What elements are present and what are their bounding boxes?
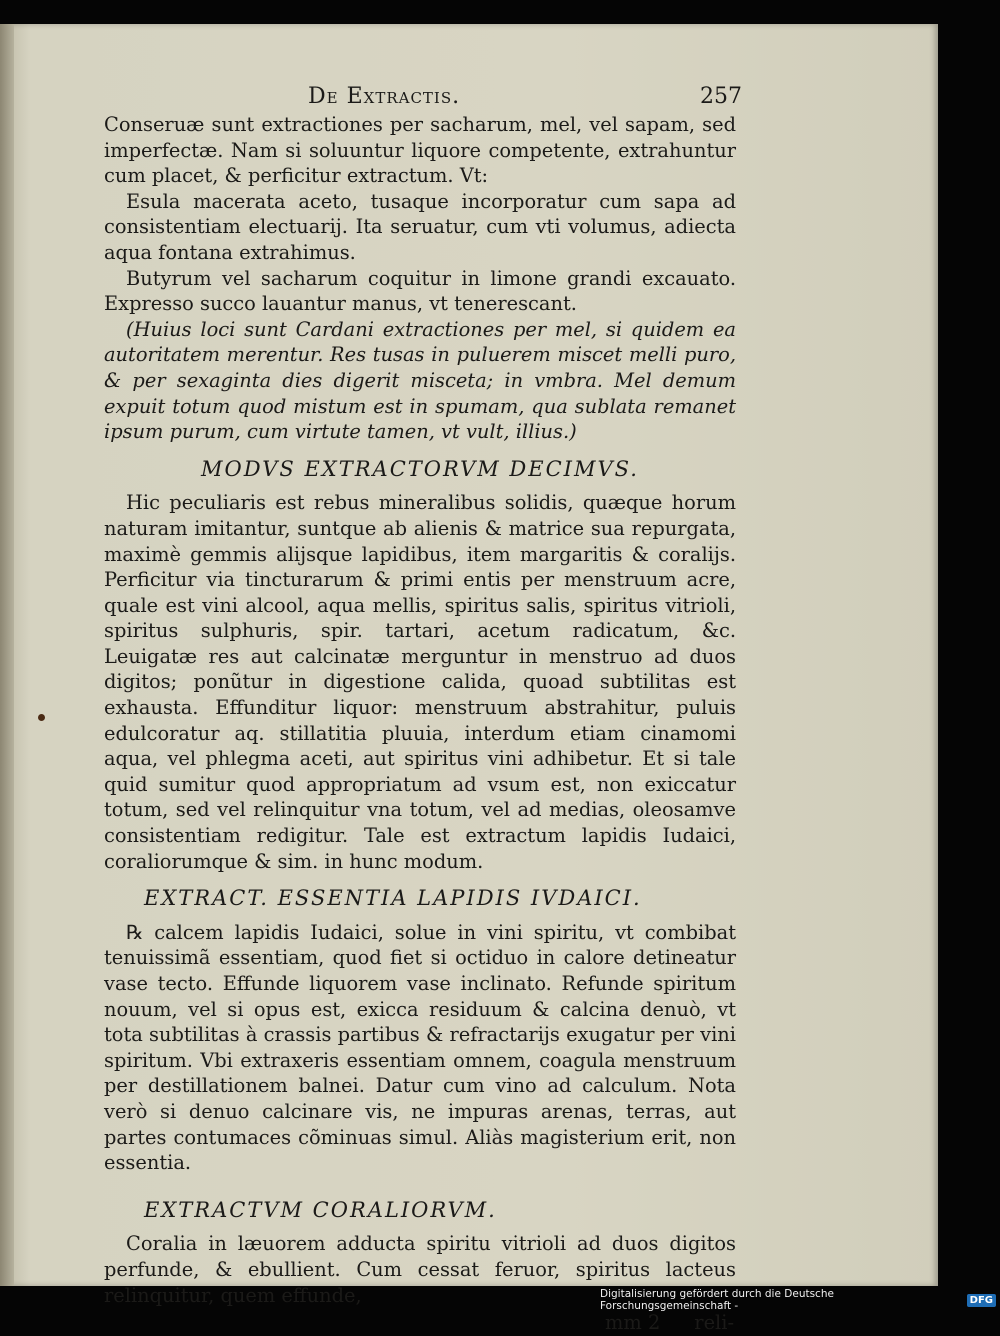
signature-mark: mm 2 bbox=[605, 1311, 661, 1335]
text-block bbox=[104, 84, 742, 1336]
paragraph: Butyrum vel sacharum coquitur in limone grandi excauato. Expresso succo lauantur manus, vt tenerescant. bbox=[104, 266, 736, 316]
paragraph: ℞ calcem lapidis Iudaici, solue in vini spiritu, vt combibat tenuissimã essentiam, quod fiet si octiduo in calore detineatur vase tecto. Effunde liquorem vase inclinato. Refunde spiritum nouum, vel si opus est, exicca residuum & calcina denuò, vt tota subtilitas à crassis partibus & refractarijs exugatur per vini spiritum. Vbi extraxeris essentiam omnem, coagula menstruum per destillationem balnei. Datur cum vino ad calculum. Nota verò si denuo calcinare vis, ne impuras arenas, terras, aut partes contumaces cõminuas simul. Aliàs magisterium erit, non essentia. bbox=[104, 920, 736, 1175]
page-number: 257 bbox=[700, 84, 742, 109]
footer-credit bbox=[600, 1290, 1000, 1310]
section-heading: EXTRACTVM CORALIORVM. bbox=[144, 1197, 497, 1222]
catchword: reli- bbox=[694, 1311, 734, 1335]
paragraph: Hic peculiaris est rebus mineralibus solidis, quæque horum naturam imitantur, suntque ab alienis & matrice sua repurgata, maximè gemmis alijsque lapidibus, item margaritis & coralijs. Perficitur via tincturarum & primi entis per menstruum acre, quale est vini alcool, aqua mellis, spiritus salis, spiritus vitrioli, spiritus sulphuris, spir. tartari, acetum radicatum, &c. Leuigatæ res aut calcinatæ merguntur in menstruo ad duos digitos; ponũtur in digestione calida, quoad subtilitas est exhausta. Effunditur liquor: menstruum abstrahitur, puluis edulcoratur aq. stillatitia pluuia, interdum etiam cinamomi aqua, vel phlegma aceti, aut spiritus vini adhibetur. Et si tale quid sumitur quod appropriatum ad vsum est, non exiccatur totum, sed vel relinquitur vna totum, vel ad medias, oleosamve consistentiam redigitur. Tale est extractum lapidis Iudaici, coraliorumque & sim. in hunc modum. bbox=[104, 491, 736, 873]
running-header bbox=[104, 84, 742, 112]
italic-note: (Huius loci sunt Cardani extractiones per mel, si quidem ea autoritatem merentur. Res tusas in puluerem miscet melli puro, & per sexaginta dies digerit misceta; in vmbra. Mel demum expuit totum quod mistum est in spumam, qua sublata remanet ipsum purum, cum virtute tamen, vt vult, illius.) bbox=[104, 317, 736, 444]
paragraph: Esula macerata aceto, tusaque incorporatur cum sapa ad consistentiam electuarij. Ita seruatur, cum vti volumus, adiecta aqua fontana extrahimus. bbox=[104, 189, 736, 264]
paragraph: Conseruæ sunt extractiones per sacharum, mel, vel sapam, sed imperfectæ. Nam si soluuntur liquore competente, extrahuntur cum placet, & perficitur extractum. Vt: bbox=[104, 113, 736, 188]
page-catchwords bbox=[104, 1310, 736, 1336]
dfg-logo: DFG bbox=[967, 1294, 996, 1307]
page-gutter-edge bbox=[0, 24, 14, 1286]
footer-text: Digitalisierung gefördert durch die Deutsche Forschungsgemeinschaft - bbox=[600, 1288, 834, 1312]
section-heading: MODVS EXTRACTORVM DECIMVS. bbox=[201, 456, 639, 481]
ink-stain bbox=[38, 714, 45, 721]
running-title: De Extractis. bbox=[308, 84, 461, 109]
section-heading: EXTRACT. ESSENTIA LAPIDIS IVDAICI. bbox=[144, 886, 642, 911]
paragraph: Coralia in læuorem adducta spiritu vitrioli ad duos digitos perfunde, & ebullient. Cum cessat feruor, spiritus lacteus relinquitur, quem effunde, bbox=[104, 1232, 736, 1307]
